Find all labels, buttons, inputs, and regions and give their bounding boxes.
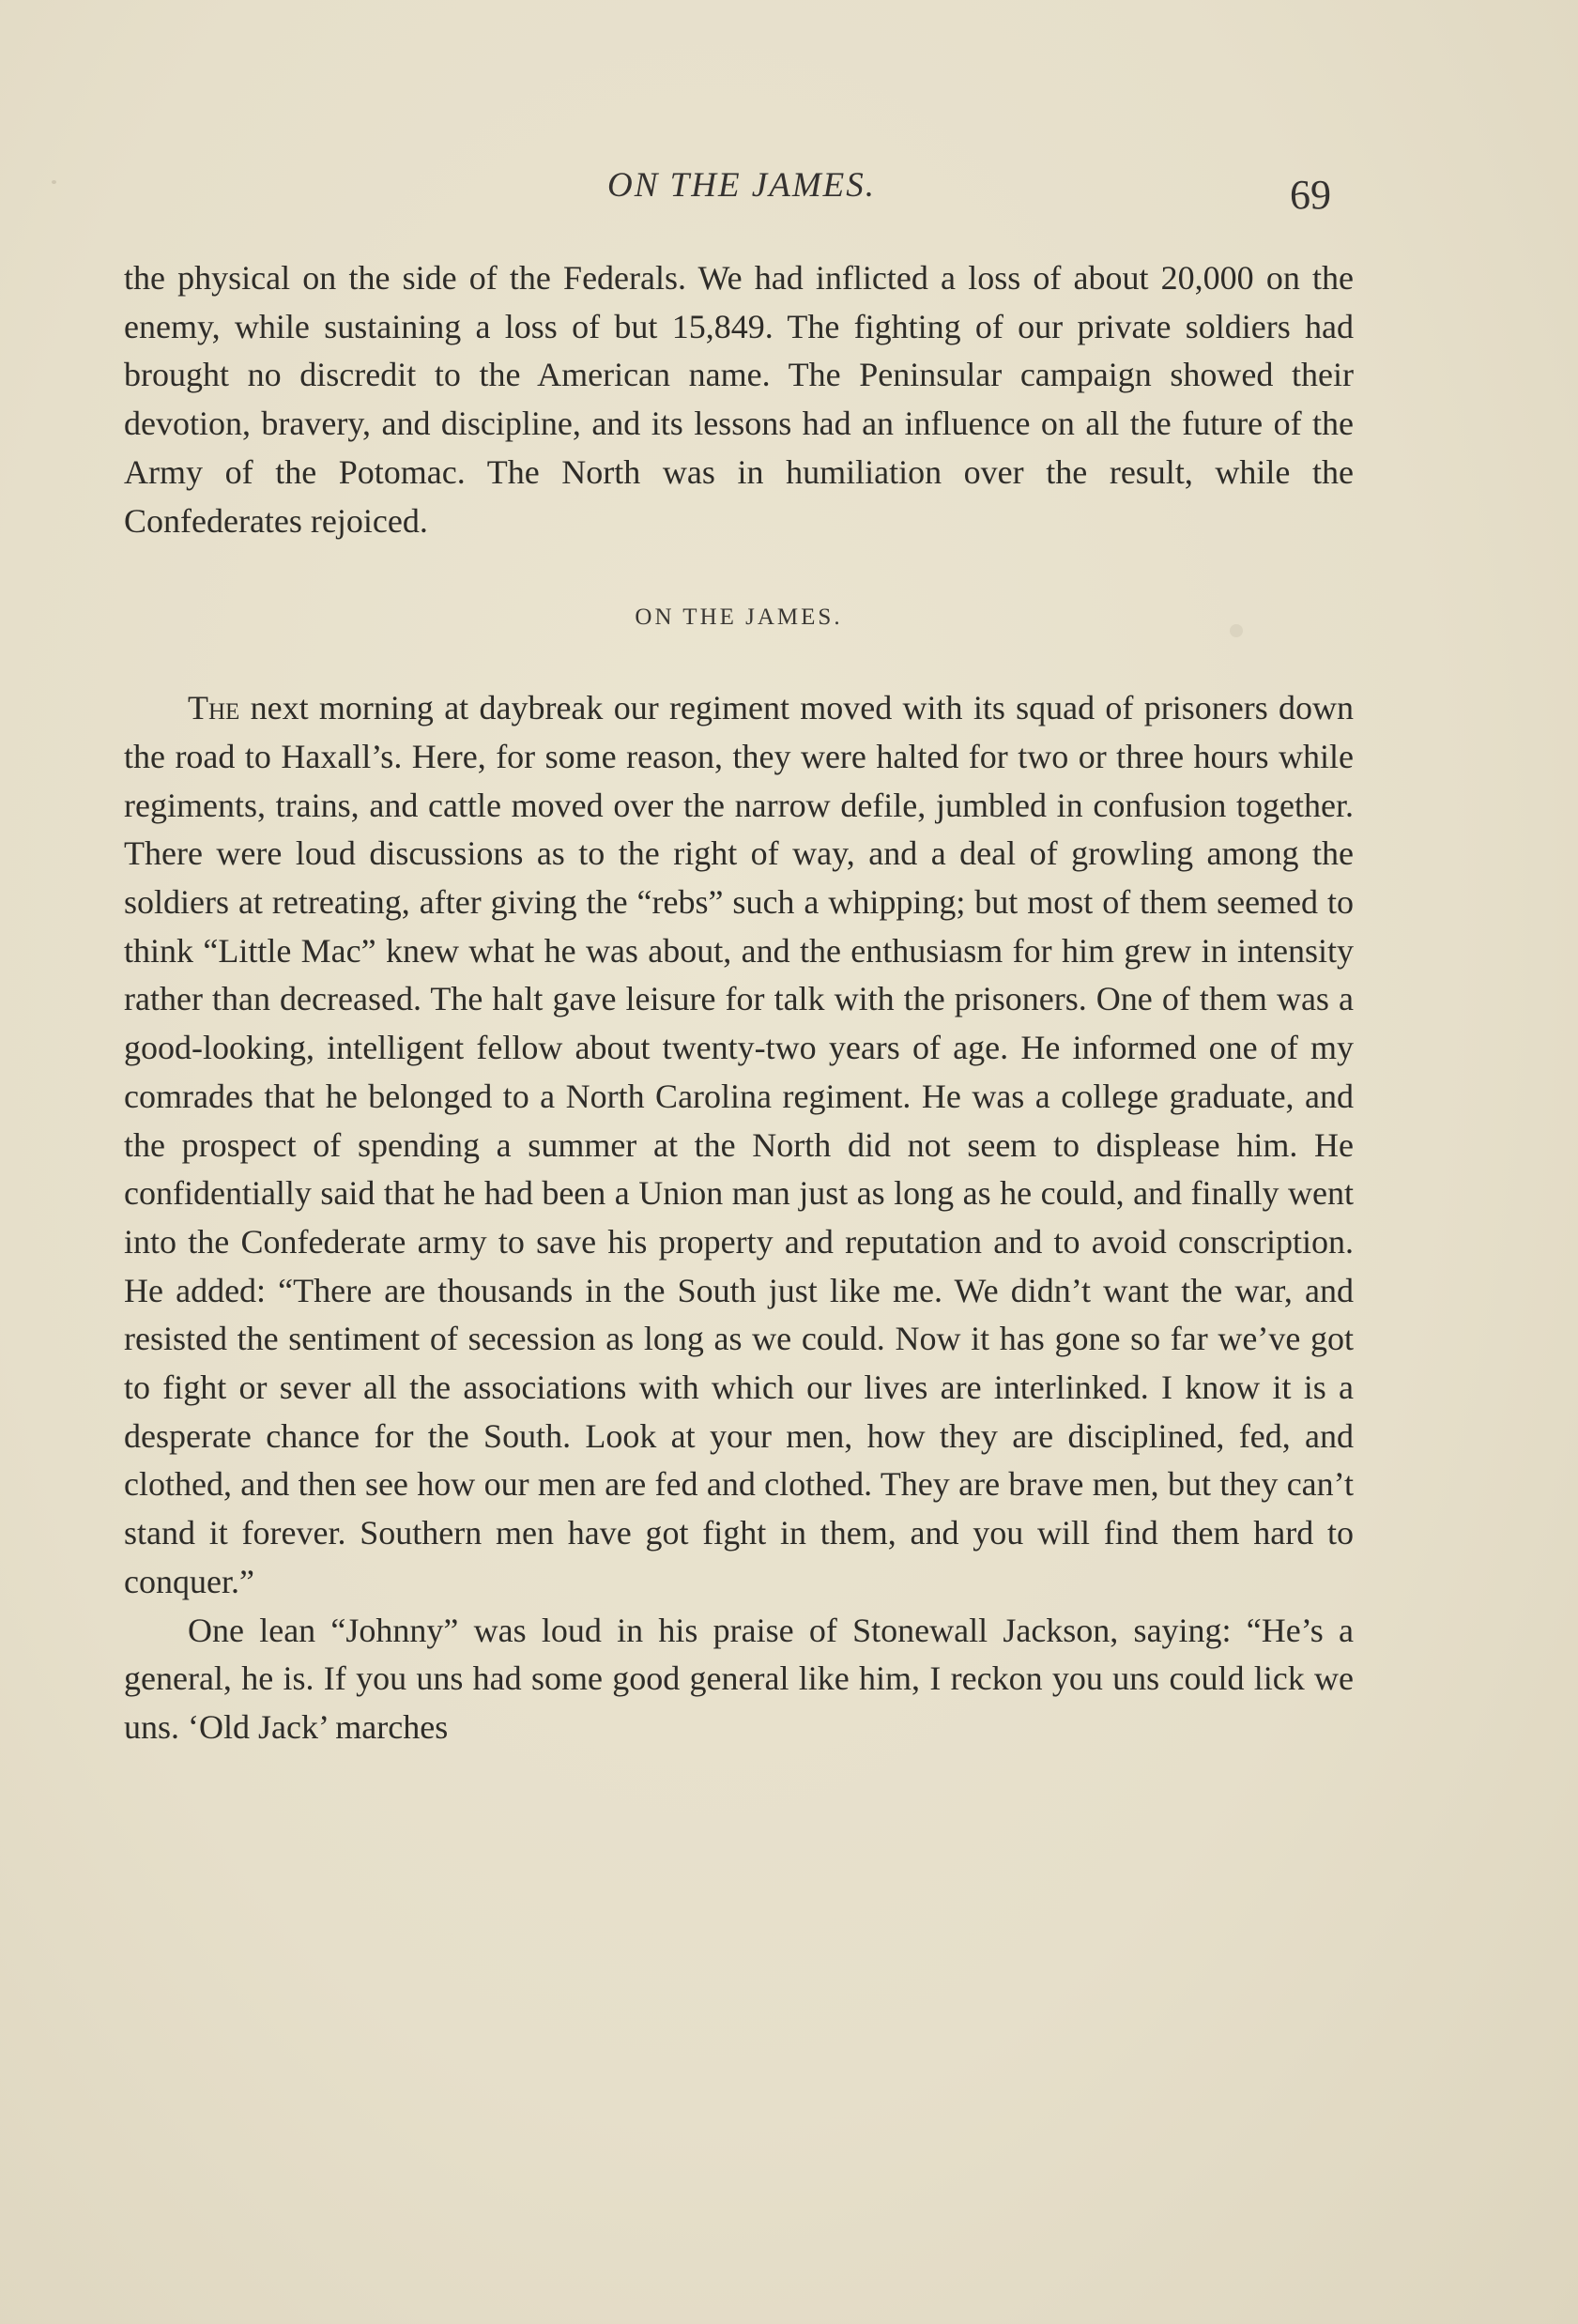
paragraph-2-lead: The (188, 689, 240, 727)
paragraph-1: the physical on the side of the Federals. We had inflicted a loss of about 20,000 on the enemy, while sustaining a loss of but 15,849. The fighting of our private soldiers had brought no discredit to the American name. The Peninsular campaign showed their devotion, bravery, and discipline, and its lessons had an influence on all the future of the Army of the Potomac. The North was in humiliation over the result, while the Confederates rejoiced. (124, 259, 1354, 540)
running-title: ON THE JAMES. (607, 166, 876, 205)
paragraph-3: One lean “Johnny” was loud in his praise of Stonewall Jackson, saying: “He’s a general, he is. If you uns had some good general like him, I reckon you uns could lick we uns. ‘Old Jack’ marches (124, 1611, 1354, 1746)
paragraph-2 (124, 684, 1354, 1606)
page-number: 69 (1290, 172, 1331, 218)
body-text (124, 254, 1354, 1752)
section-heading: ON THE JAMES. (635, 604, 843, 631)
paragraph-2-text: next morning at daybreak our regiment moved with its squad of prisoners down the road to Haxall’s. Here, for some reason, they were halted for two or three hours while regiments, trains, and cattle moved over the narrow defile, jumbled in confusion together. There were loud discussions as to the right of way, and a deal of growling among the soldiers at retreating, after giving the “rebs” such a whipping; but most of them seemed to think “Little Mac” knew what he was about, and the enthusiasm for him grew in intensity rather than decreased. The halt gave leisure for talk with the prisoners. One of them was a good-looking, intelligent fellow about twenty-two years of age. He informed one of my comrades that he belonged to a North Carolina regiment. He was a college graduate, and the prospect of spending a summer at the North did not seem to displease him. He confidentially said that he had been a Union man just as long as he could, and finally went into the Confederate army to save his property and reputation and to avoid conscription. He added: “There are thousands in the South just like me. We didn’t want the war, and resisted the sentiment of secession as long as we could. Now it has gone so far we’ve got to fight or sever all the associations with which our lives are interlinked. I know it is a desperate chance for the South. Look at your men, how they are disciplined, fed, and clothed, and then see how our men are fed and clothed. They are brave men, but they can’t stand it forever. Southern men have got fight in them, and you will find them hard to conquer.” (124, 689, 1354, 1600)
running-head (0, 165, 1578, 218)
